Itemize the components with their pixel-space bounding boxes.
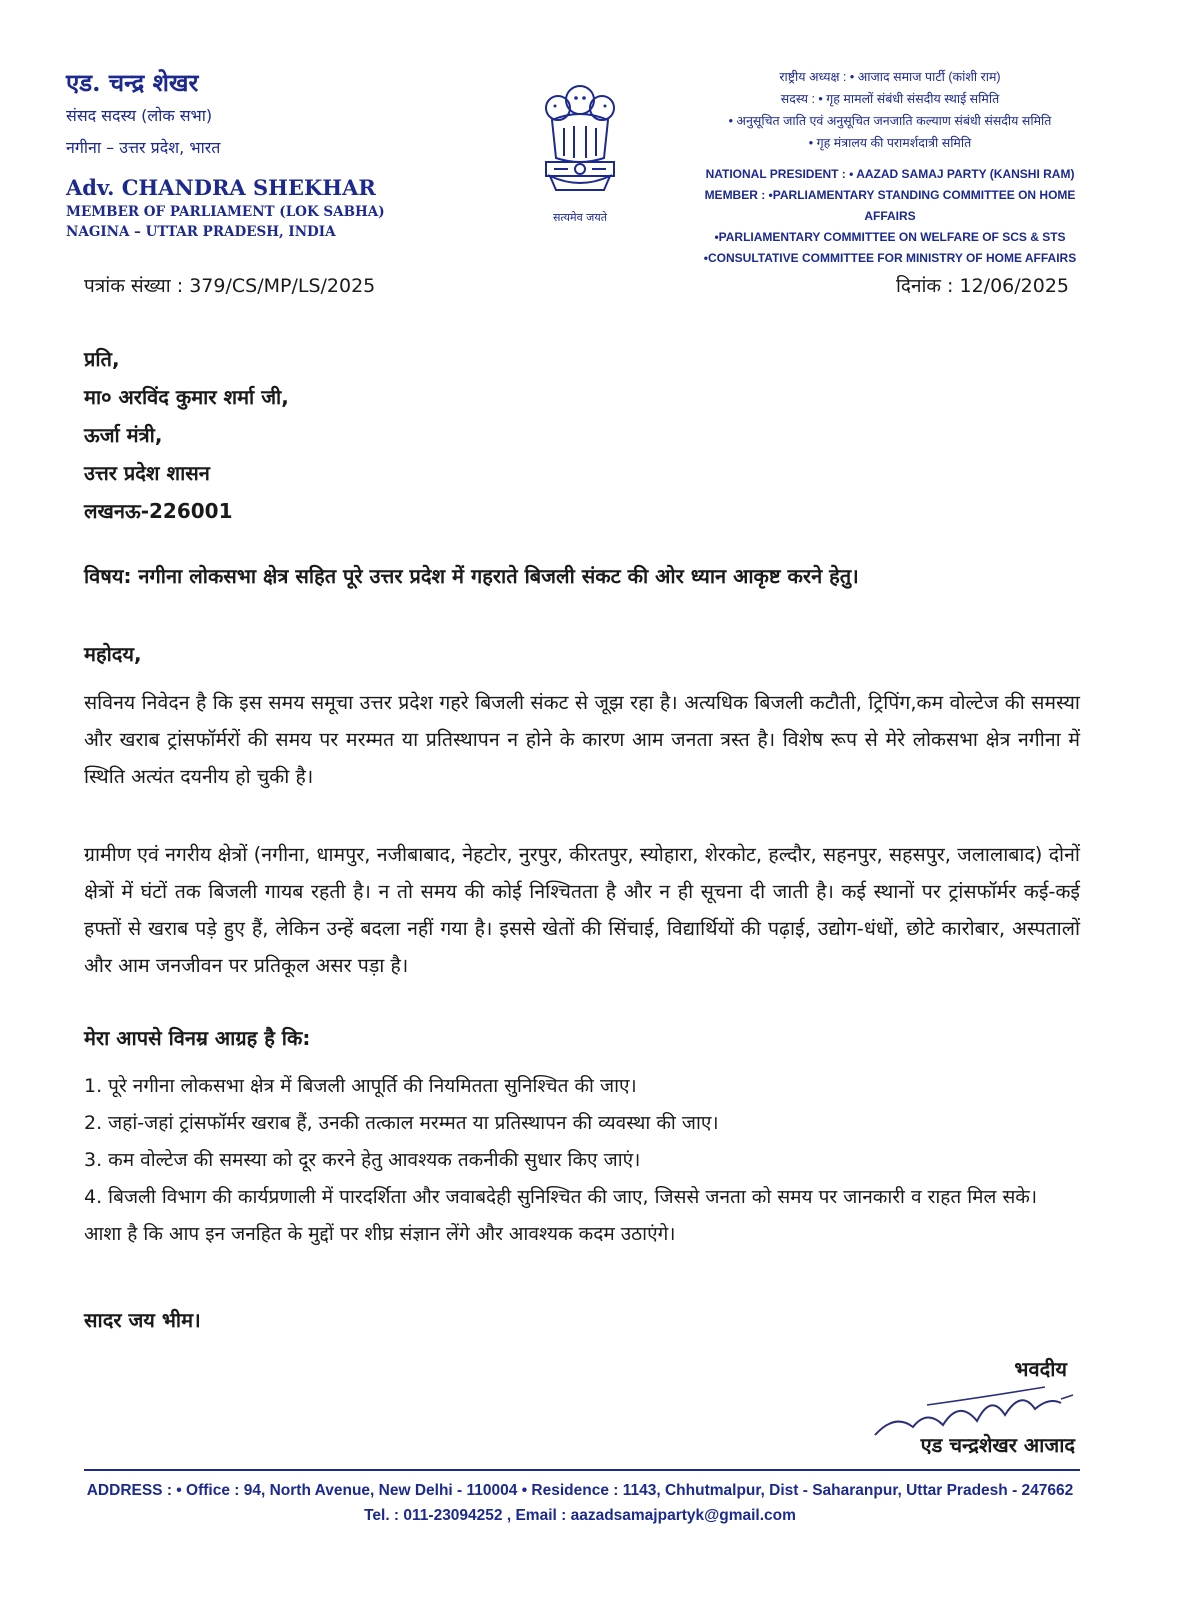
ashoka-emblem-icon xyxy=(534,78,626,208)
yours-sincerely: भवदीय xyxy=(1014,1357,1067,1381)
role-english-line: •PARLIAMENTARY COMMITTEE ON WELFARE OF SCS & STS xyxy=(714,230,1066,244)
footer xyxy=(60,1478,1100,1528)
closing-line: सादर जय भीम। xyxy=(84,1308,201,1332)
emblem-motto: सत्यमेव जयते xyxy=(552,211,607,224)
request-item: 2. जहां-जहां ट्रांसफॉर्मर खराब हैं, उनकी तत्काल मरम्मत या प्रतिस्थापन की व्यवस्था की जाए। xyxy=(84,1112,719,1134)
footer-contact: Tel. : 011-23094252 , Email : aazadsamajpartyk@gmail.com xyxy=(364,1507,796,1524)
addressee-line: प्रति, xyxy=(84,347,120,371)
role-hindi-line: राष्ट्रीय अध्यक्ष : • आजाद समाज पार्टी (कांशी राम) xyxy=(779,70,1001,84)
request-item: 4. बिजली विभाग की कार्यप्रणाली में पारदर्शिता और जवाबदेही सुनिश्चित की जाए, जिससे जनता को समय पर जानकारी व राहत मिल सके। xyxy=(84,1186,1038,1208)
addressee-line: मा० अरविंद कुमार शर्मा जी, xyxy=(84,385,289,409)
request-item: आशा है कि आप इन जनहित के मुद्दों पर शीघ्र संज्ञान लेंगे और आवश्यक कदम उठाएंगे। xyxy=(84,1223,676,1245)
request-item: 3. कम वोल्टेज की समस्या को दूर करने हेतु आवश्यक तकनीकी सुधार किए जाएं। xyxy=(84,1149,641,1171)
role-english-line: •CONSULTATIVE COMMITTEE FOR MINISTRY OF HOME AFFAIRS xyxy=(703,251,1077,265)
body-paragraph: ग्रामीण एवं नगरीय क्षेत्रों (नगीना, धामपुर, नजीबाबाद, नेहटोर, नुरपुर, कीरतपुर, स्योहारा, शेरकोट, हल्दौर, सहनपुर, सहसपुर, जलालाबाद) दोनों क्षेत्रों में घंटों तक बिजली गायब रहती है। न तो समय की कोई निश्चितता है और न ही सूचना दी जाती है। कई स्थानों पर ट्रांसफॉर्मर कई-कई हफ्तों से खराब पड़े हुए हैं, लेकिन उन्हें बदला नहीं गया है। इससे खेतों की सिंचाई, विद्यार्थियों की पढ़ाई, उद्योग-धंधों, छोटे कारोबार, अस्पतालों और आम जनजीवन पर प्रतिकूल असर पड़ा है। xyxy=(84,843,1080,977)
body-paragraph: सविनय निवेदन है कि इस समय समूचा उत्तर प्रदेश गहरे बिजली संकट से जूझ रहा है। अत्यधिक बिजली कटौती, ट्रिपिंग,कम वोल्टेज की समस्या और खराब ट्रांसफॉर्मरों की समय पर मरम्मत या प्रतिस्थापन न होने के कारण आम जनता त्रस्त है। विशेष रूप से मेरे लोकसभा क्षेत्र नगीना में स्थिति अत्यंत दयनीय हो चुकी है। xyxy=(84,691,1080,788)
letter-date: दिनांक : 12/06/2025 xyxy=(895,275,1069,297)
letterhead-left xyxy=(66,66,385,242)
title-hindi: संसद सदस्य (लोक सभा) xyxy=(66,106,213,125)
role-hindi-line: • अनुसूचित जाति एवं अनुसूचित जनजाति कल्याण संबंधी संसदीय समिति xyxy=(728,114,1052,128)
signer-name: एड चन्द्रशेखर आजाद xyxy=(920,1433,1075,1457)
request-heading: मेरा आपसे विनम्र आग्रह है कि: xyxy=(84,1026,311,1050)
signature-block xyxy=(835,1355,1075,1465)
role-hindi-line: • गृह मंत्रालय की परामर्शदात्री समिति xyxy=(808,136,972,150)
name-hindi: एड. चन्द्र शेखर xyxy=(66,68,199,97)
role-english-line: NATIONAL PRESIDENT : • AAZAD SAMAJ PARTY (KANSHI RAM) xyxy=(705,167,1075,181)
place-hindi: नगीना – उत्तर प्रदेश, भारत xyxy=(66,138,221,157)
request-list xyxy=(84,1068,1080,1253)
subject-line: विषय: नगीना लोकसभा क्षेत्र सहित पूरे उत्तर प्रदेश में गहराते बिजली संकट की ओर ध्यान आकृष्ट करने हेतु। xyxy=(84,564,859,588)
footer-address: ADDRESS : • Office : 94, North Avenue, New Delhi - 110004 • Residence : 1143, Chhutmalpur, Dist - Saharanpur, Uttar Pradesh - 247662 xyxy=(86,1482,1074,1499)
footer-divider xyxy=(84,1469,1080,1471)
addressee-block xyxy=(84,340,289,530)
role-english-line: MEMBER : •PARLIAMENTARY STANDING COMMITTEE ON HOME AFFAIRS xyxy=(704,188,1076,223)
title-english: MEMBER OF PARLIAMENT (LOK SABHA) xyxy=(66,204,385,220)
reference-number: पत्रांक संख्या : 379/CS/MP/LS/2025 xyxy=(84,275,376,297)
addressee-line: लखनऊ-226001 xyxy=(84,499,233,523)
request-item: 1. पूरे नगीना लोकसभा क्षेत्र में बिजली आपूर्ति की नियमितता सुनिश्चित की जाए। xyxy=(84,1075,637,1097)
salutation: महोदय, xyxy=(84,642,142,666)
role-hindi-line: सदस्य : • गृह मामलों संबंधी संसदीय स्थाई समिति xyxy=(780,92,1000,106)
addressee-line: ऊर्जा मंत्री, xyxy=(84,423,163,447)
letterhead-right xyxy=(680,66,1100,269)
addressee-line: उत्तर प्रदेश शासन xyxy=(84,461,210,485)
national-emblem xyxy=(530,78,630,225)
name-english: Adv. CHANDRA SHEKHAR xyxy=(66,175,376,200)
place-english: NAGINA – UTTAR PRADESH, INDIA xyxy=(66,224,336,240)
